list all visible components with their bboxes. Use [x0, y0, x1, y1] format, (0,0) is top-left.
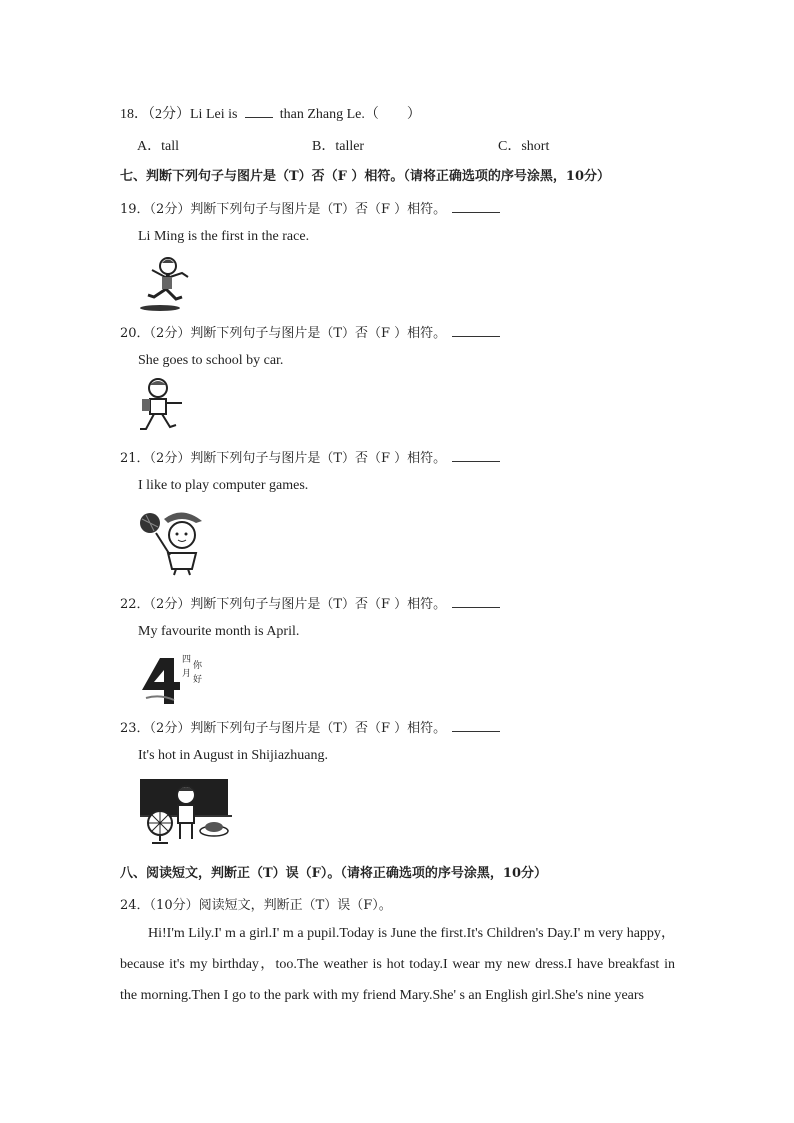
- question-19: [120, 198, 500, 217]
- answer-blank[interactable]: [452, 719, 500, 732]
- walking-child-picture: [138, 377, 188, 435]
- question-20: [120, 322, 500, 341]
- question-22-sentence: My favourite month is April.: [138, 624, 300, 639]
- boy-with-fan-picture: [138, 775, 234, 847]
- question-18-prefix: 18．（2分）Li Lei is: [120, 107, 238, 122]
- option-a[interactable]: A．tall: [137, 139, 179, 154]
- question-18-suffix: than Zhang Le.（ ）: [279, 107, 421, 122]
- answer-blank[interactable]: [452, 200, 500, 213]
- question-23: [120, 717, 500, 736]
- question-20-text: 20．（2分）判断下列句子与图片是（T）否（F ）相符。: [120, 326, 447, 341]
- april-calendar-picture: [138, 648, 208, 706]
- question-18: [120, 103, 421, 123]
- girl-with-ball-picture: [138, 507, 208, 577]
- question-21-sentence: I like to play computer games.: [138, 478, 309, 493]
- question-20-sentence: She goes to school by car.: [138, 353, 284, 368]
- answer-blank[interactable]: [452, 324, 500, 337]
- question-19-text: 19．（2分）判断下列句子与图片是（T）否（F ）相符。: [120, 202, 447, 217]
- answer-blank[interactable]: [452, 449, 500, 462]
- question-24-title: 24．（10分）阅读短文，判断正（T）误（F）。: [120, 898, 392, 913]
- question-22-text: 22．（2分）判断下列句子与图片是（T）否（F ）相符。: [120, 597, 447, 612]
- question-19-sentence: Li Ming is the first in the race.: [138, 229, 310, 244]
- question-23-text: 23．（2分）判断下列句子与图片是（T）否（F ）相符。: [120, 721, 447, 736]
- reading-passage-text: Hi!I'm Lily.I' m a girl.I' m a pupil.Today is June the first.It's Children's Day.I' m very happy，because it's my birthday，too.The weather is hot today.I wear my new dress.I have breakfast in the morning.Then I go to the park with my friend Mary.She' s an English girl.She's nine years: [120, 926, 675, 1003]
- question-21-text: 21．（2分）判断下列句子与图片是（T）否（F ）相符。: [120, 451, 447, 466]
- reading-passage: [120, 918, 675, 1011]
- answer-blank[interactable]: [245, 106, 273, 118]
- calendar-label-month-2: 月: [182, 669, 192, 679]
- section-8-heading: 八、阅读短文，判断正（T）误（F）。（请将正确选项的序号涂黑，10分）: [120, 866, 547, 881]
- calendar-label-month-1: 四: [182, 655, 192, 665]
- option-b[interactable]: B．taller: [312, 139, 365, 154]
- running-boy-picture: [138, 253, 198, 313]
- section-7-heading: 七、判断下列句子与图片是（T）否（F ）相符。（请将正确选项的序号涂黑，10分）: [120, 169, 611, 184]
- calendar-label-hello-1: 你: [193, 661, 203, 671]
- answer-blank[interactable]: [452, 595, 500, 608]
- option-c[interactable]: C．short: [498, 139, 550, 154]
- question-21: [120, 447, 500, 466]
- question-23-sentence: It's hot in August in Shijiazhuang.: [138, 748, 328, 763]
- question-22: [120, 593, 500, 612]
- calendar-label-hello-2: 好: [193, 675, 203, 685]
